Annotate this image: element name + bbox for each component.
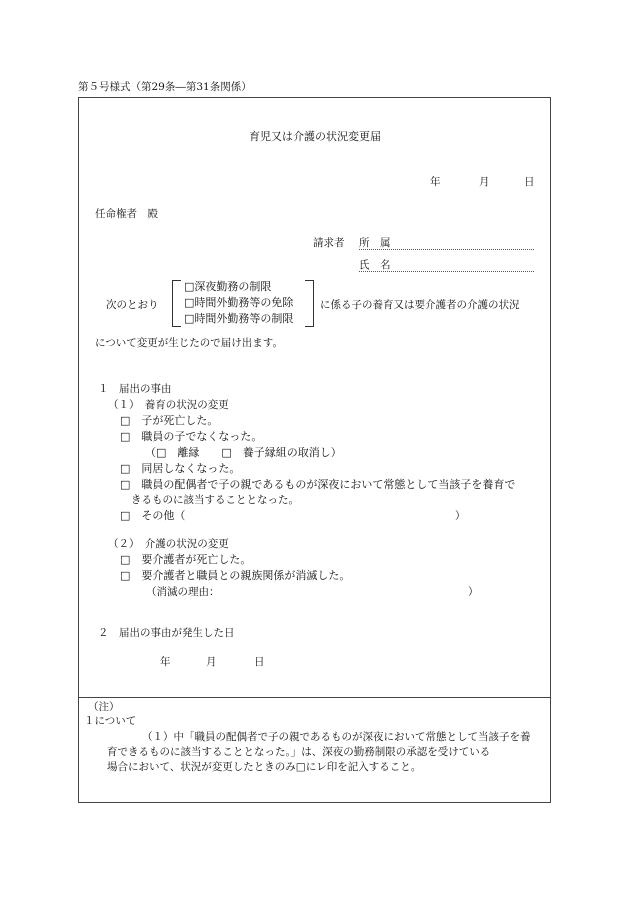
checkbox-adoption-dissolution[interactable]: （□ 離縁 □ 養子縁組の取消し） <box>145 446 342 459</box>
requester-label: 請求者 <box>313 237 345 249</box>
notes-item-heading: １について <box>84 715 137 727</box>
name-label: 氏 名 <box>359 259 391 271</box>
kinship-ended-reason[interactable]: （消滅の理由： <box>146 586 220 598</box>
reason-close-paren: ） <box>468 586 479 598</box>
date-day[interactable]: 日 <box>524 176 535 188</box>
form-title: 育児又は介護の状況変更届 <box>249 130 381 143</box>
spouse-can-care-line2: きるものに該当することとなった。 <box>131 494 299 506</box>
occurrence-day[interactable]: 日 <box>254 656 265 668</box>
checkbox-no-longer-child[interactable]: □ 職員の子でなくなった。 <box>120 430 263 443</box>
form-label: 第５号様式（第29条―第31条関係） <box>78 81 252 93</box>
other-close-paren: ） <box>455 510 466 522</box>
intro-suffix: に係る子の養育又は要介護者の介護の状況 <box>320 299 520 311</box>
notes-line3: 場合において、状況が変更したときのみ□にレ印を記入すること。 <box>107 761 422 773</box>
occurrence-month[interactable]: 月 <box>206 656 217 668</box>
options-bracket-left <box>172 280 181 327</box>
notes-line1: （１）中「職員の配偶者で子の親であるものが深夜において常態として当該子を養 <box>142 731 531 743</box>
section1-sub2-heading: （２） 介護の状況の変更 <box>108 538 229 550</box>
notes-line2: 育できるものに該当することとなった。」は、深夜の勤務制限の承認を受けている <box>107 746 491 758</box>
addressee: 任命権者 殿 <box>95 208 158 220</box>
options-bracket-right <box>305 280 314 327</box>
section1-sub1-heading: （１） 養育の状況の変更 <box>108 399 229 411</box>
affiliation-field[interactable] <box>359 249 534 250</box>
notes-divider <box>78 697 551 698</box>
date-month[interactable]: 月 <box>479 176 490 188</box>
affiliation-label: 所 属 <box>359 237 391 249</box>
checkbox-kinship-ended[interactable]: □ 要介護者と職員との親族関係が消滅した。 <box>120 569 351 582</box>
date-year[interactable]: 年 <box>430 176 441 188</box>
option-overtime-restriction[interactable]: □時間外勤務等の制限 <box>184 312 294 325</box>
section1-heading: １ 届出の事由 <box>98 383 172 395</box>
intro-prefix: 次のとおり <box>106 299 159 311</box>
intro-line2: について変更が生じたので届け出ます。 <box>95 337 283 349</box>
section2-heading: ２ 届出の事由が発生した日 <box>98 627 235 639</box>
checkbox-spouse-can-care[interactable]: □ 職員の配偶者で子の親であるものが深夜において常態として当該子を養育で <box>120 478 516 491</box>
notes-heading: （注） <box>88 701 120 713</box>
checkbox-no-cohabitation[interactable]: □ 同居しなくなった。 <box>120 462 241 475</box>
option-overtime-exemption[interactable]: □時間外勤務等の免除 <box>184 296 294 309</box>
checkbox-care-recipient-died[interactable]: □ 要介護者が死亡した。 <box>120 553 252 566</box>
option-late-night-restriction[interactable]: □深夜勤務の制限 <box>184 280 272 293</box>
occurrence-year[interactable]: 年 <box>160 656 171 668</box>
checkbox-child-died[interactable]: □ 子が死亡した。 <box>120 414 219 427</box>
checkbox-other[interactable]: □ その他（ <box>120 509 186 522</box>
name-field[interactable] <box>359 271 534 272</box>
